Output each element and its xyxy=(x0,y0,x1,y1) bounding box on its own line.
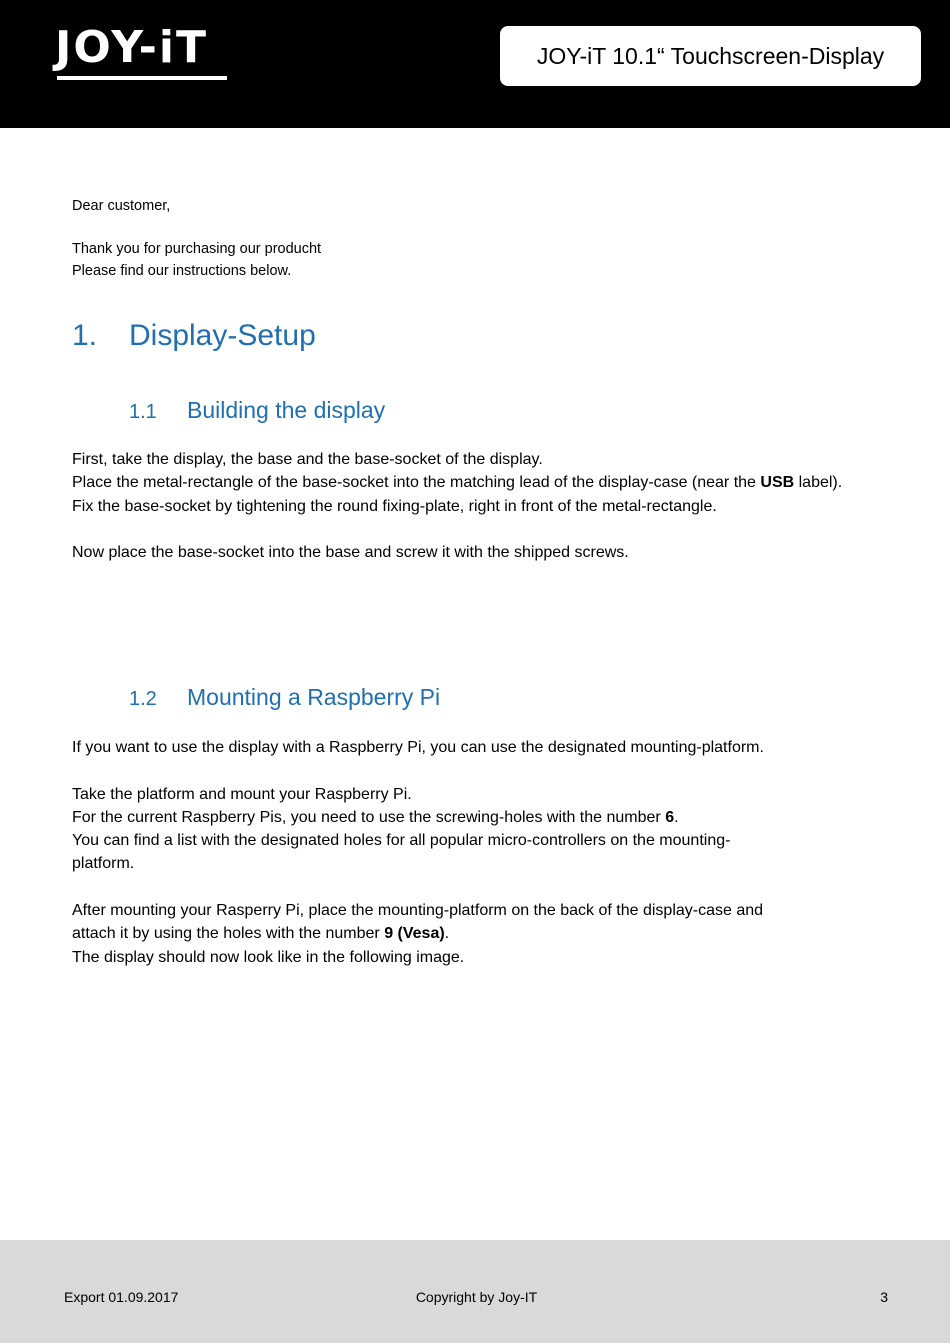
paragraph: Take the platform and mount your Raspberry Pi. xyxy=(72,785,412,803)
mounting-instructions xyxy=(72,736,872,969)
section-heading-1 xyxy=(72,316,316,356)
intro-line-2: Please find our instructions below. xyxy=(72,263,292,279)
page-header xyxy=(0,0,950,128)
logo-underline xyxy=(57,76,227,80)
hole-number: 6 xyxy=(665,808,675,826)
document-title: JOY-iT 10.1“ Touchscreen-Display xyxy=(536,42,885,69)
intro-line-1: Thank you for purchasing our producht xyxy=(72,241,322,257)
subsection-heading-1-2 xyxy=(129,682,440,714)
subsection-number: 1.1 xyxy=(129,401,157,423)
building-instructions xyxy=(72,448,872,564)
paragraph: You can find a list with the designated holes for all popular micro-controllers on the mounting- xyxy=(72,832,731,850)
usb-label: USB xyxy=(760,474,795,492)
greeting: Dear customer, xyxy=(72,198,171,214)
export-date: Export 01.09.2017 xyxy=(64,1289,179,1305)
paragraph: attach it by using the holes with the number 9 (Vesa). xyxy=(72,925,450,943)
paragraph: First, take the display, the base and the base-socket of the display. xyxy=(72,451,543,468)
copyright-text: Copyright by Joy-IT xyxy=(415,1289,538,1305)
page-number: 3 xyxy=(880,1289,888,1305)
section-number: 1. xyxy=(72,319,98,352)
section-title: Display-Setup xyxy=(129,319,316,352)
hole-number: 9 (Vesa) xyxy=(384,925,445,943)
paragraph: After mounting your Rasperry Pi, place the mounting-platform on the back of the display-case and xyxy=(72,902,764,920)
paragraph: The display should now look like in the following image. xyxy=(72,948,465,966)
paragraph: Now place the base-socket into the base and screw it with the shipped screws. xyxy=(72,544,629,562)
document-title-box xyxy=(500,26,921,86)
subsection-heading-1-1 xyxy=(129,395,385,427)
logo-text: JOY-iT xyxy=(55,22,208,73)
paragraph: If you want to use the display with a Raspberry Pi, you can use the designated mounting-platform. xyxy=(72,739,764,756)
paragraph: For the current Raspberry Pis, you need to use the screwing-holes with the number 6. xyxy=(72,808,679,826)
page-footer xyxy=(0,1240,950,1343)
paragraph: platform. xyxy=(72,855,135,873)
subsection-number: 1.2 xyxy=(129,688,157,710)
subsection-title: Mounting a Raspberry Pi xyxy=(187,684,441,710)
subsection-title: Building the display xyxy=(187,397,386,423)
paragraph: Place the metal-rectangle of the base-socket into the matching lead of the display-case (near the USB label). xyxy=(72,474,843,492)
paragraph: Fix the base-socket by tightening the round fixing-plate, right in front of the metal-rectangle. xyxy=(72,497,717,515)
joy-it-logo xyxy=(55,22,230,84)
